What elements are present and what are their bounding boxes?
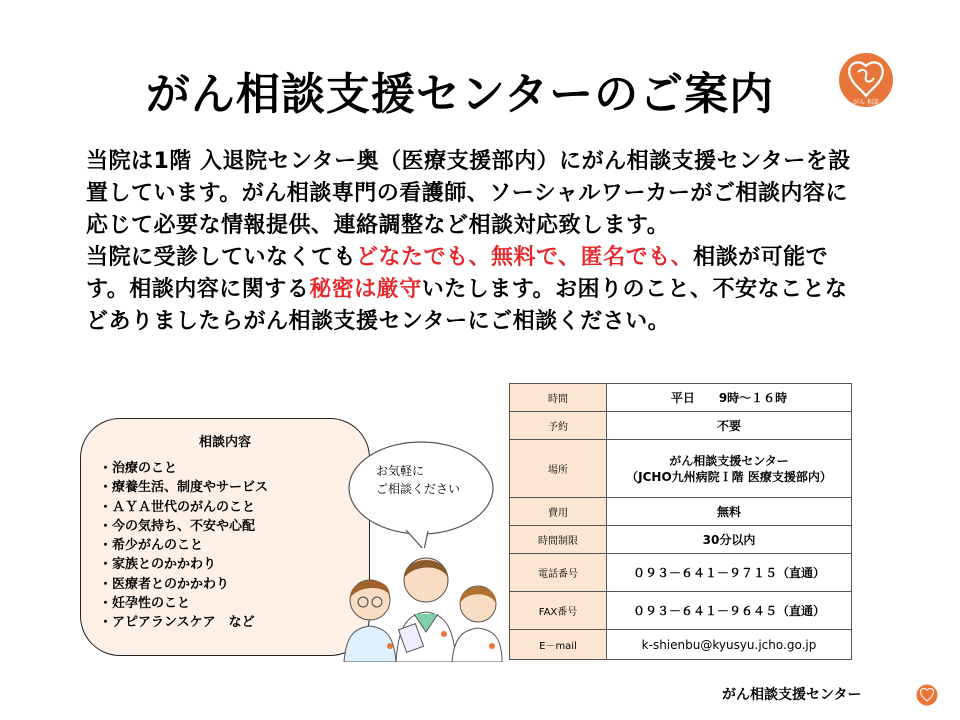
consult-topic-item: ・ＡＹＡ世代のがんのこと	[99, 499, 256, 515]
info-table	[509, 383, 852, 660]
table-value-cell: がん相談支援センター （JCHO九州病院Ｉ階 医療支援部内）	[607, 440, 852, 498]
staff-illustration-icon	[340, 550, 504, 662]
consult-topic-item: ・療養生活、制度やサービス	[99, 480, 269, 496]
svg-text:がん 相談: がん 相談	[853, 99, 879, 106]
bubble-line-2: ご相談ください	[376, 482, 461, 496]
table-key-cell: FAX番号	[510, 592, 607, 630]
intro-p2-emphasis-2: 秘密は厳守	[309, 277, 422, 302]
table-key-cell: 時間制限	[510, 526, 607, 554]
table-value-cell: 30分以内	[607, 526, 852, 554]
intro-paragraph-1: 当院は1階 入退院センター奥（医療支援部内）にがん相談支援センターを設置しています。がん相談専門の看護師、ソーシャルワーカーがご相談内容に応じて必要な情報提供、連絡調整など相談対応致します。	[86, 149, 851, 238]
cancer-consult-logo-icon	[838, 52, 894, 108]
consult-topics-list	[99, 459, 268, 633]
consult-topic-item: ・医療者とのかかわり	[99, 576, 230, 592]
intro-text	[86, 146, 866, 338]
table-key-cell: 時間	[510, 384, 607, 412]
table-value-cell: 無料	[607, 498, 852, 526]
intro-p2-start: 当院に受診していなくても	[86, 245, 357, 270]
table-row	[510, 498, 852, 526]
bubble-line-1: お気軽に	[376, 464, 425, 478]
consult-topic-item: ・アピアランスケア など	[99, 615, 255, 631]
intro-paragraph-2	[86, 242, 866, 338]
consult-topic-item: ・治療のこと	[99, 461, 178, 476]
table-row	[510, 554, 852, 592]
table-key-cell: E－mail	[510, 630, 607, 660]
table-row	[510, 384, 852, 412]
table-value-cell: 不要	[607, 412, 852, 440]
table-row	[510, 440, 852, 498]
table-row	[510, 592, 852, 630]
email-link[interactable]: k-shienbu@kyusyu.jcho.go.jp	[607, 630, 852, 660]
table-value-cell: 平日 9時～１６時	[607, 384, 852, 412]
table-value-cell: ０９３－６４１－９６４５（直通）	[607, 592, 852, 630]
footer-logo-icon	[916, 684, 938, 706]
intro-p2-emphasis-1: どなたでも、無料で、匿名でも、	[356, 245, 694, 270]
table-row	[510, 630, 852, 660]
bubble-text	[376, 462, 496, 498]
consult-topics-title: 相談内容	[198, 435, 251, 450]
table-row	[510, 412, 852, 440]
table-key-cell: 電話番号	[510, 554, 607, 592]
table-key-cell: 費用	[510, 498, 607, 526]
footer-text: がん相談支援センター	[722, 687, 862, 703]
table-row	[510, 526, 852, 554]
table-value-cell: ０９３－６４１－９７１５（直通）	[607, 554, 852, 592]
consult-topic-item: ・家族とのかかわり	[99, 557, 217, 573]
consult-topic-item: ・妊孕性のこと	[99, 596, 191, 612]
page-title: がん相談支援センターのご案内	[145, 69, 775, 120]
consult-topic-item: ・希少がんのこと	[99, 538, 204, 554]
intro-p2-middle: 相談が可能です。相談内容に関する	[86, 245, 829, 302]
consult-topics-box	[80, 418, 370, 656]
intro-p2-end: いたします。お困りのこと、不安なことなどありましたらがん相談支援センターにご相談ください。	[86, 277, 848, 334]
consult-topic-item: ・今の気持ち、不安や心配	[99, 518, 256, 534]
table-key-cell: 予約	[510, 412, 607, 440]
table-key-cell: 場所	[510, 440, 607, 498]
